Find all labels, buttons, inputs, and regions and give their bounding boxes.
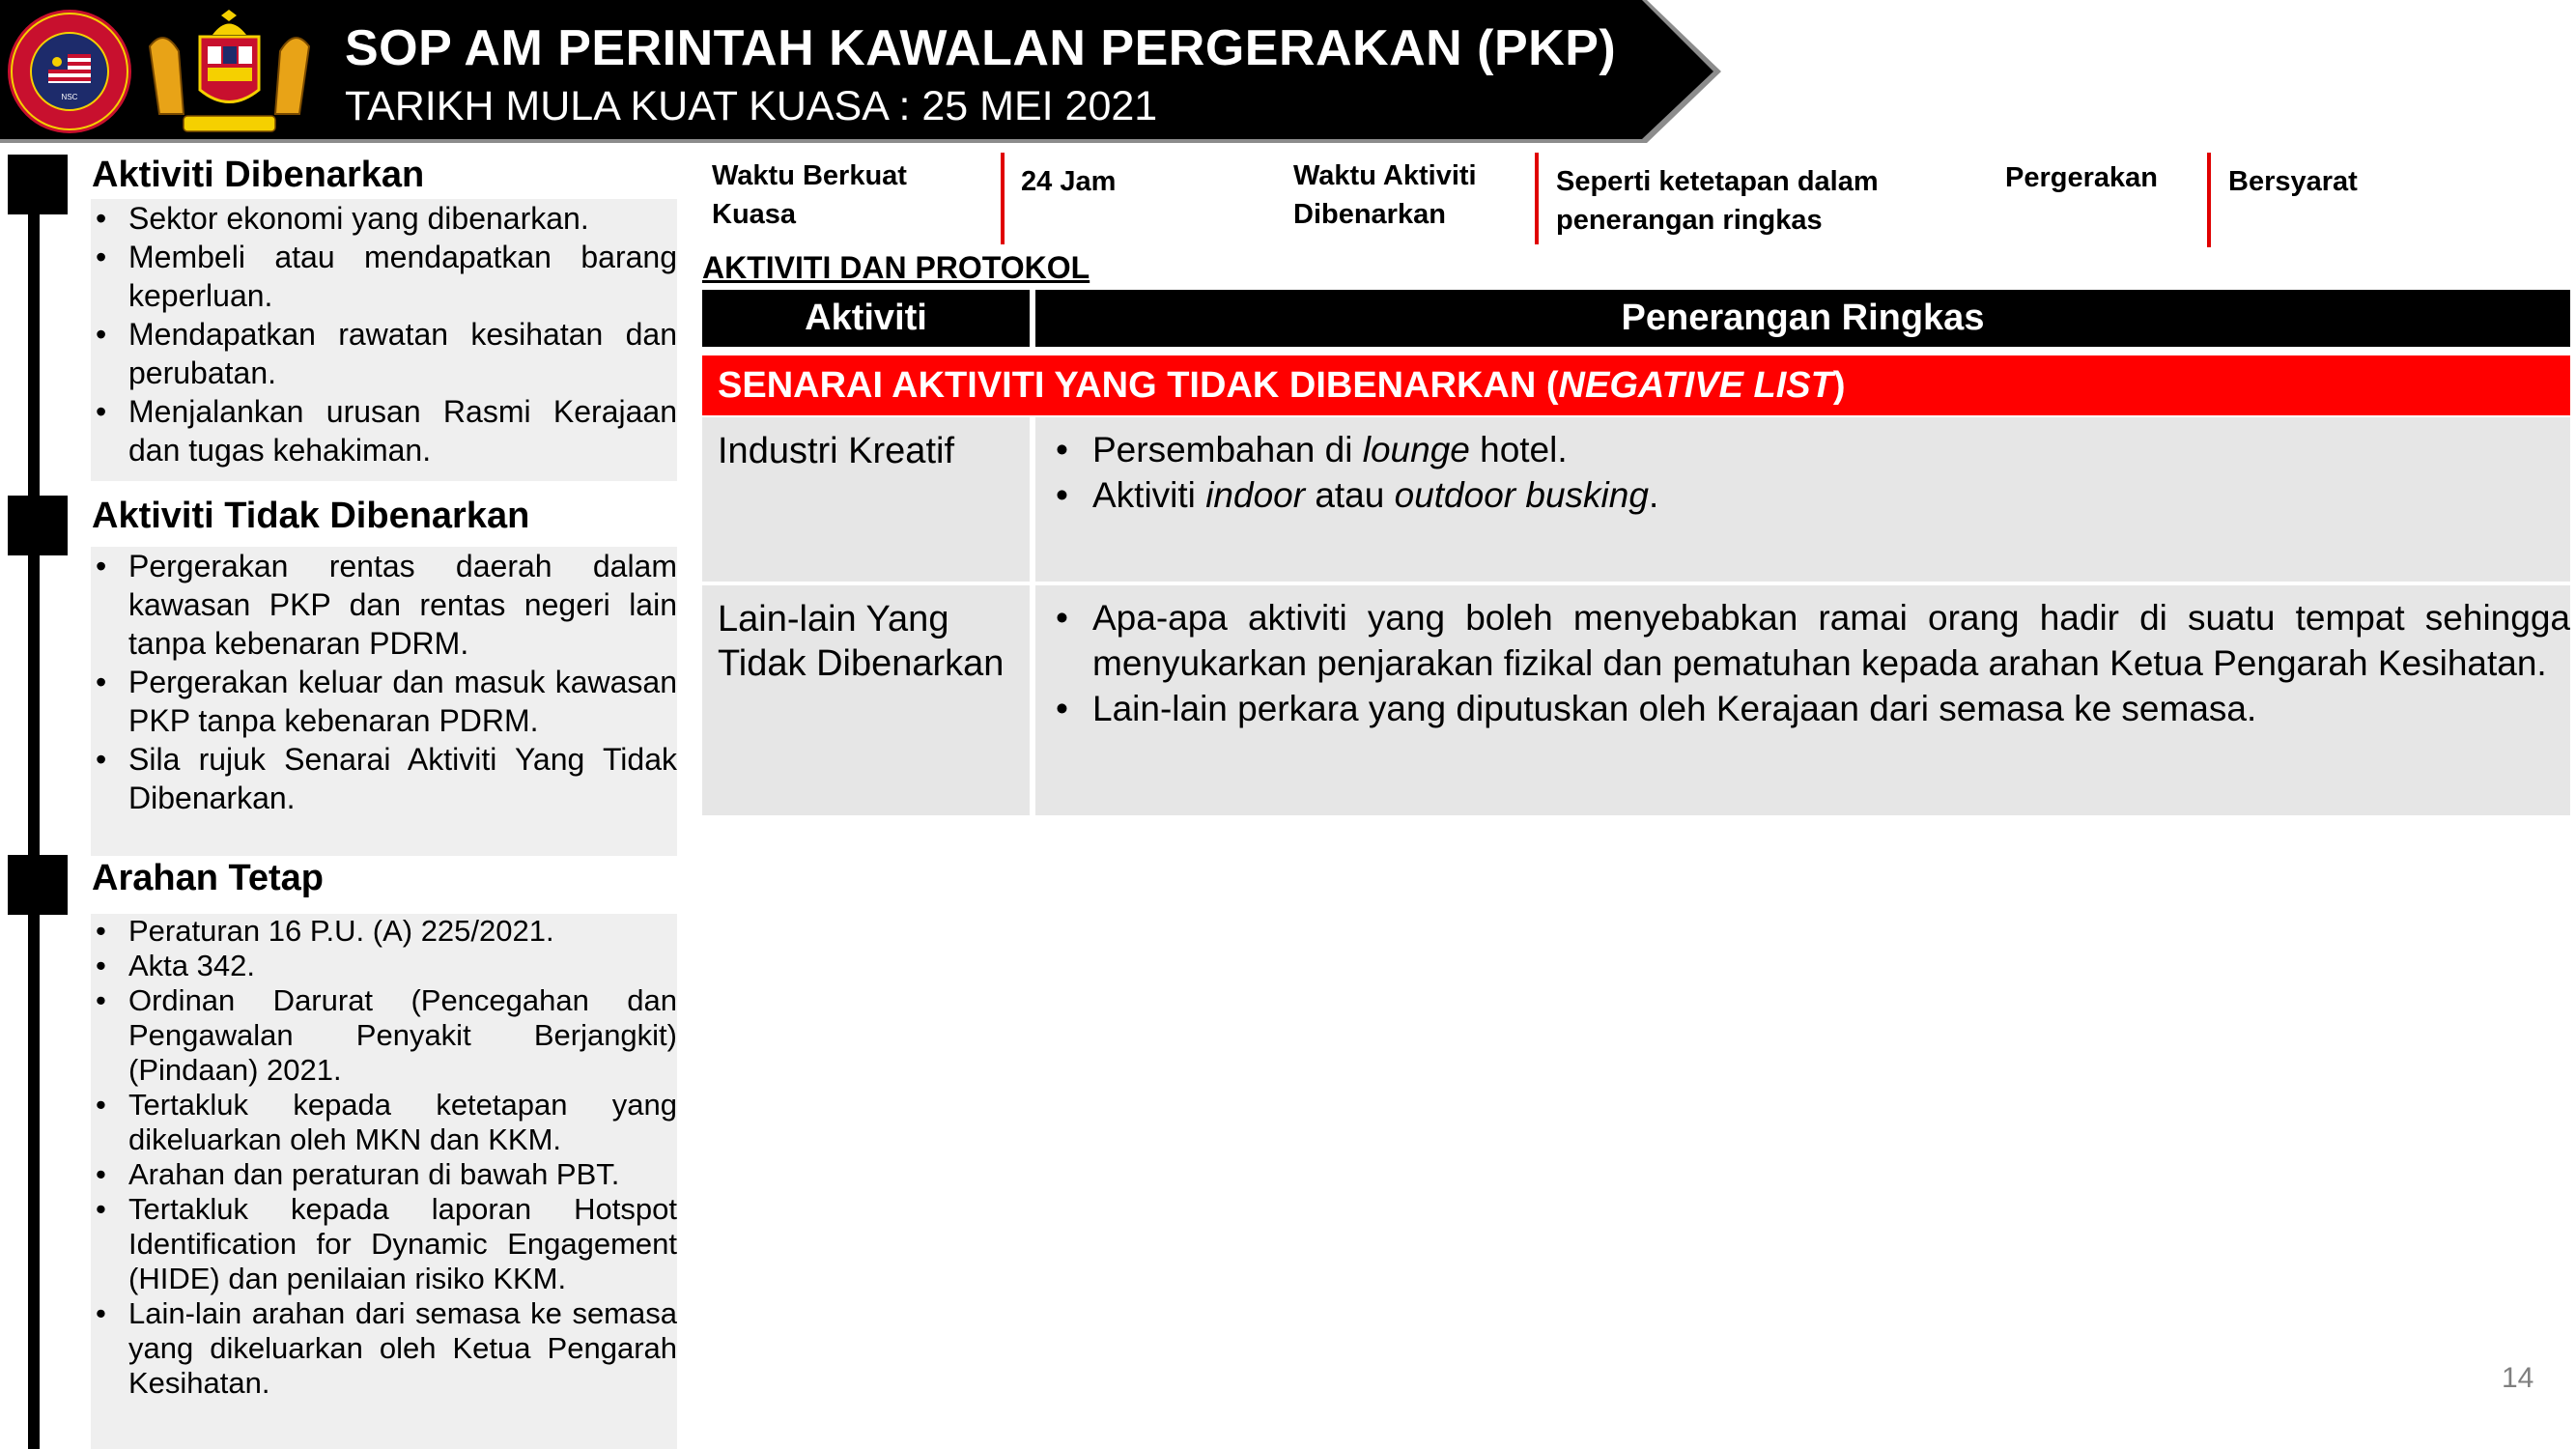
table-row-description: [1035, 585, 2570, 815]
info-separator: [1001, 153, 1005, 244]
info-separator: [2207, 153, 2211, 247]
waktu-berkuat-value: 24 Jam: [1021, 166, 1117, 197]
not-allowed-item: • Sila rujuk Senarai Aktiviti Yang Tidak Dibenarkan.: [91, 740, 677, 817]
not-allowed-heading: Aktiviti Tidak Dibenarkan: [92, 496, 530, 536]
allowed-item: • Membeli atau mendapatkan barang keperluan.: [91, 238, 677, 315]
page-number: 14: [2502, 1362, 2534, 1394]
pergerakan-label: Pergerakan: [2005, 162, 2158, 193]
arahan-item: • Tertakluk kepada laporan Hotspot Identification for Dynamic Engagement (HIDE) dan penilaian risiko KKM.: [91, 1192, 677, 1296]
allowed-item: • Menjalankan urusan Rasmi Kerajaan dan tugas kehakiman.: [91, 392, 677, 469]
allowed-item: • Mendapatkan rawatan kesihatan dan perubatan.: [91, 315, 677, 392]
waktu-aktiviti-value: Seperti ketetapan dalam penerangan ringkas: [1556, 166, 1879, 236]
nsc-logo-icon: [6, 8, 133, 135]
allowed-panel: [91, 199, 677, 481]
section-title-protokol: AKTIVITI DAN PROTOKOL: [702, 250, 1090, 285]
description-item: • Apa-apa aktiviti yang boleh menyebabkan ramai orang hadir di suatu tempat sehingga menyukarkan penjarakan fizikal dan pematuhan kepada arahan Ketua Pengarah Kesihatan.: [1035, 595, 2570, 686]
table-row-description: [1035, 417, 2570, 582]
not-allowed-item: • Pergerakan rentas daerah dalam kawasan PKP dan rentas negeri lain tanpa kebenaran PDRM.: [91, 547, 677, 663]
header-banner: [0, 0, 1729, 145]
description-item: • Persembahan di lounge hotel.: [1035, 427, 2551, 472]
pergerakan-value: Bersyarat: [2228, 166, 2358, 197]
allowed-heading: Aktiviti Dibenarkan: [92, 155, 425, 195]
arahan-heading: Arahan Tetap: [92, 858, 325, 898]
not-allowed-item: • Pergerakan keluar dan masuk kawasan PKP tanpa kebenaran PDRM.: [91, 663, 677, 740]
waktu-aktiviti-label: Waktu Aktiviti Dibenarkan: [1293, 160, 1477, 230]
arahan-item: • Tertakluk kepada ketetapan yang dikeluarkan oleh MKN dan KKM.: [91, 1088, 677, 1157]
allowed-item: • Sektor ekonomi yang dibenarkan.: [91, 199, 677, 238]
svg-text:NSC: NSC: [61, 93, 78, 101]
waktu-berkuat-label: Waktu Berkuat Kuasa: [712, 160, 907, 230]
arahan-item: • Akta 342.: [91, 949, 677, 983]
timeline-line: [28, 155, 40, 1449]
arahan-item: • Ordinan Darurat (Pencegahan dan Pengawalan Penyakit Berjangkit) (Pindaan) 2021.: [91, 983, 677, 1088]
description-item: • Lain-lain perkara yang diputuskan oleh Kerajaan dari semasa ke semasa.: [1035, 686, 2570, 731]
arahan-item: • Arahan dan peraturan di bawah PBT.: [91, 1157, 677, 1192]
col-header-aktiviti: Aktiviti: [702, 290, 1030, 347]
table-row-activity: Industri Kreatif: [702, 417, 1030, 582]
page-subtitle: TARIKH MULA KUAT KUASA : 25 MEI 2021: [345, 83, 1158, 129]
col-header-penerangan: Penerangan Ringkas: [1035, 290, 2570, 347]
timeline-marker-arahan: [8, 855, 68, 915]
not-allowed-panel: [91, 547, 677, 856]
arahan-item: • Lain-lain arahan dari semasa ke semasa yang dikeluarkan oleh Ketua Pengarah Kesihatan.: [91, 1296, 677, 1401]
table-row-activity: Lain-lain Yang Tidak Dibenarkan: [702, 585, 1030, 815]
negative-list-banner: SENARAI AKTIVITI YANG TIDAK DIBENARKAN ( NEGATIVE LIST ): [702, 355, 2570, 415]
arahan-panel: [91, 914, 677, 1449]
arahan-item: • Peraturan 16 P.U. (A) 225/2021.: [91, 914, 677, 949]
description-item: • Aktiviti indoor atau outdoor busking.: [1035, 472, 2551, 518]
coat-of-arms-icon: [140, 8, 319, 138]
timeline-marker-allowed: [8, 155, 68, 214]
page-title: SOP AM PERINTAH KAWALAN PERGERAKAN (PKP): [345, 20, 1617, 76]
timeline-marker-not-allowed: [8, 496, 68, 555]
info-separator: [1535, 153, 1539, 244]
